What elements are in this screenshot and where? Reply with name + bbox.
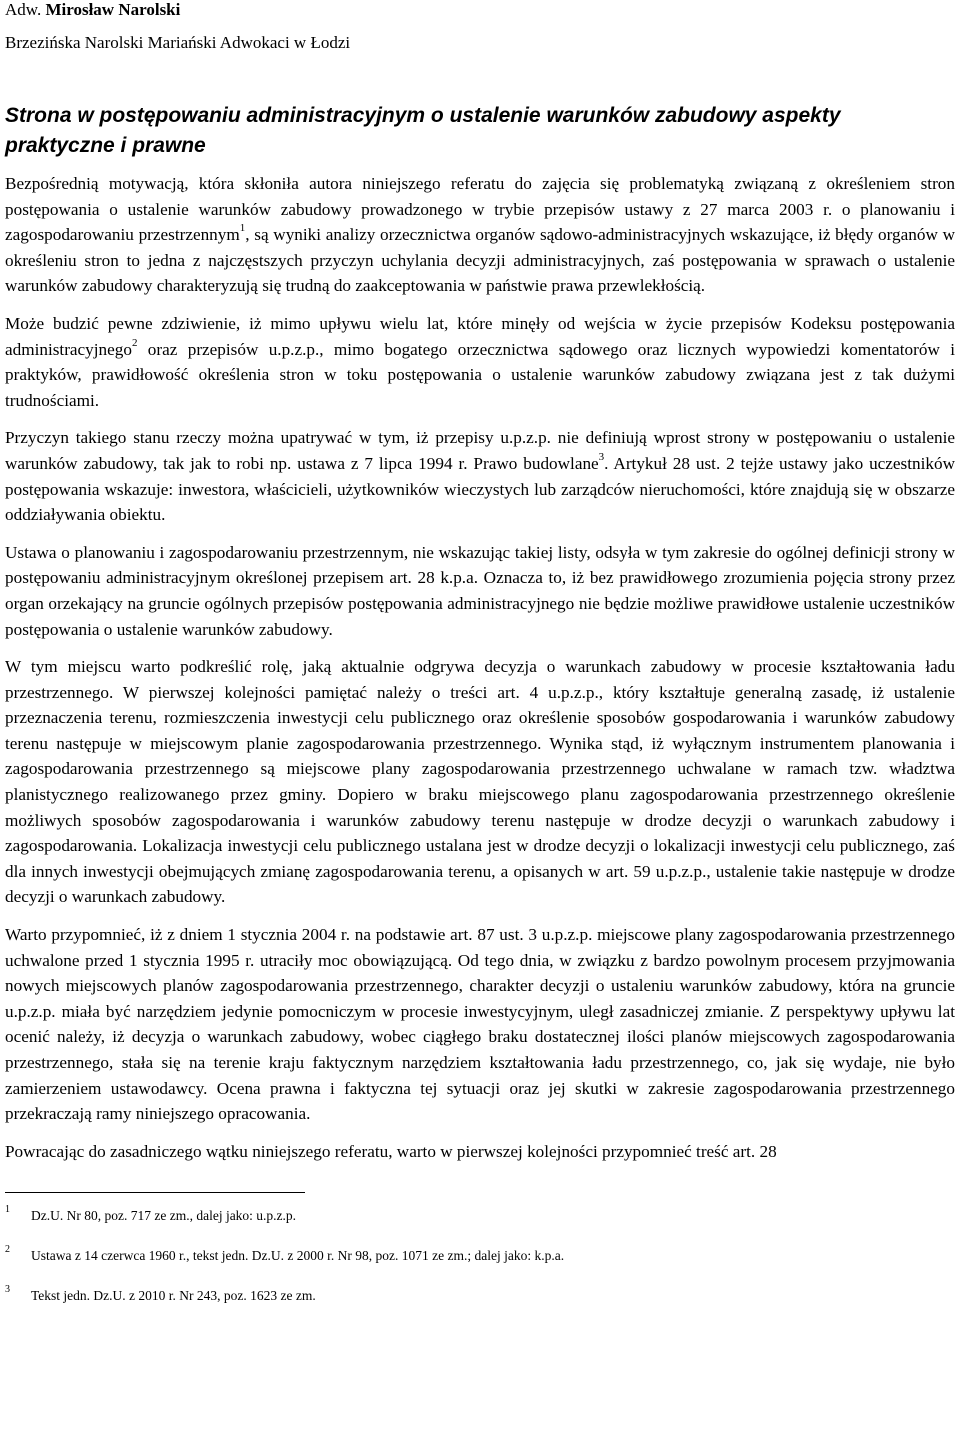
footnote-number: 1 [5,1204,10,1216]
document-title: Strona w postępowaniu administracyjnym o ustalenie warunków zabudowy aspekty praktyczne i prawne [5,104,841,157]
paragraph-4: Ustawa o planowaniu i zagospodarowaniu przestrzennym, nie wskazując takiej listy, odsyła w tym zakresie do ogólnej definicji strony w postępowaniu administracyjnym określonej przepisem art. 28 k.p.a. Oznacza to, iż bez prawidłowego zrozumienia pojęcia strony przez organ orzekający na gruncie ogólnych przepisów postępowania administracyjnego nie będzie możliwe prawidłowe ustalenie uczestników postępowania o ustalenie warunków zabudowy. [5,542,955,639]
paragraph-2-text-b: oraz przepisów u.p.z.p., mimo bogatego orzecznictwa sądowego oraz licznych wypowiedzi komentatorów i praktyków, prawidłowość określenia stron w toku postępowania o ustalenie warunków zabudowy związana jest z tak dużymi trudnościami. [5,339,955,410]
document-page [5,0,955,1327]
paragraph-1 [5,171,955,299]
law-firm: Brzezińska Narolski Mariański Adwokaci w Łodzi [5,33,351,52]
paragraph-3-text-a: Przyczyn takiego stanu rzeczy można upatrywać w tym, iż przepisy u.p.z.p. nie definiują wprost strony w postępowaniu o ustalenie warunków zabudowy, tak jak to robi np. ustawa z 7 lipca 1994 r. Prawo budowlane [5,428,955,473]
paragraph-1-text-a: Bezpośrednią motywacją, która skłoniła autora niniejszego referatu do zajęcia się problematyką związaną z określeniem stron postępowania o ustalenie warunków zabudowy prowadzonego w trybie przepisów ustawy z 27 marca 2003 r. o planowaniu i zagospodarowaniu przestrzennym [5,174,955,245]
footnote-1 [5,1204,955,1225]
paragraph-3-text-b: . Artykuł 28 ust. 2 tejże ustawy jako uczestników postępowania wskazuje: inwestora, właścicieli, użytkowników wieczystych lub zarządców nieruchomości, które znajdują się w obszarze oddziaływania obiektu. [5,453,955,525]
paragraph-1-text-b: , są wyniki analizy orzecznictwa organów sądowo-administracyjnych wskazujące, iż błędy organów w określeniu stron to jedna z najczęstszych przyczyn uchylania decyzji administracyjnych, zaś postępowania w sprawach o ustalenie warunków zabudowy charakteryzują się trudną do zaakceptowania w państwie prawa przewlekłością. [5,225,955,296]
footnote-3 [5,1284,955,1305]
footnote-text: Dz.U. Nr 80, poz. 717 ze zm., dalej jako: u.p.z.p. [31,1208,297,1224]
paragraph-5: W tym miejscu warto podkreślić rolę, jaką aktualnie odgrywa decyzja o warunkach zabudowy w procesie kształtowania ładu przestrzennego. W pierwszej kolejności pamiętać należy o treści art. 4 u.p.z.p., który kształtuje generalną zasadę, iż ustalenie przeznaczenia terenu, rozmieszczenia inwestycji celu publicznego oraz określenie sposobów gospodarowania i warunków zabudowy terenu następuje w miejscowym planie zagospodarowania przestrzennego. Wynika stąd, iż wyłącznym instrumentem planowania i zagospodarowania przestrzennego są miejscowe plany zagospodarowania przestrzennego uchwalane w ramach tzw. władztwa planistycznego realizowanego przez gminy. Dopiero w braku miejscowego planu zagospodarowania przestrzennego określenie możliwych sposobów zagospodarowania i warunków zabudowy terenu następuje w drodze decyzji o warunkach zabudowy i zagospodarowania. Lokalizacja inwestycji celu publicznego ustalana jest w drodze decyzji o lokalizacji inwestycji celu publicznego, zaś dla innych inwestycji obejmujących zmianę zagospodarowania terenu, a opisanych w art. 59 u.p.z.p., ustalenie takie następuje w drodze decyzji o warunkach zabudowy. [5,657,955,907]
paragraph-3 [5,425,955,527]
footnote-separator [5,1192,305,1193]
paragraph-2 [5,311,955,413]
paragraph-7: Powracając do zasadniczego wątku niniejszego referatu, warto w pierwszej kolejności przypomnieć treść art. 28 [5,1141,777,1161]
author-prefix: Adw. [5,0,46,19]
footnote-2 [5,1244,955,1265]
footnote-number: 2 [5,1244,10,1256]
footnote-text: Tekst jedn. Dz.U. z 2010 r. Nr 243, poz. 1623 ze zm. [31,1288,316,1304]
paragraph-2-text-a: Może budzić pewne zdziwienie, iż mimo upływu wielu lat, które minęły od wejścia w życie przepisów Kodeksu postępowania administracyjnego [5,313,955,359]
paragraph-6: Warto przypomnieć, iż z dniem 1 stycznia 2004 r. na podstawie art. 87 ust. 3 u.p.z.p. miejscowe plany zagospodarowania przestrzennego uchwalone przed 1 stycznia 1995 r. utraciły moc obowiązującą. Od tego dnia, w związku z bardzo powolnym procesem przyjmowania nowych miejscowych planów zagospodarowania przestrzennego, charakter decyzji o ustaleniu warunków zabudowy, która na gruncie u.p.z.p. miała być narzędziem jedynie pomocniczym w procesie inwestycyjnym, uległ zasadniczej zmianie. Z perspektywy upływu lat ocenić należy, iż decyzja o warunkach zabudowy, wobec ciągłego braku dostatecznej ilości planów miejscowych zagospodarowania przestrzennego, stała się na terenie kraju faktycznym narzędziem kształtowania ładu przestrzennego, co, jak się wydaje, nie było zamierzeniem ustawodawcy. Ocena prawna i faktyczna tej sytuacji oraz jej skutki w zakresie zagospodarowania przestrzennego przekraczają ramy niniejszego opracowania. [5,925,955,1124]
author-line [5,0,955,20]
footnote-text: Ustawa z 14 czerwca 1960 r., tekst jedn. Dz.U. z 2000 r. Nr 98, poz. 1071 ze zm.; dalej jako: k.p.a. [31,1248,565,1264]
footnote-ref-3[interactable]: 3 [598,451,605,464]
footnote-ref-1[interactable]: 1 [239,222,246,235]
footnote-number: 3 [5,1284,10,1296]
author-name: Mirosław Narolski [45,0,181,19]
footnote-ref-2[interactable]: 2 [131,336,138,349]
